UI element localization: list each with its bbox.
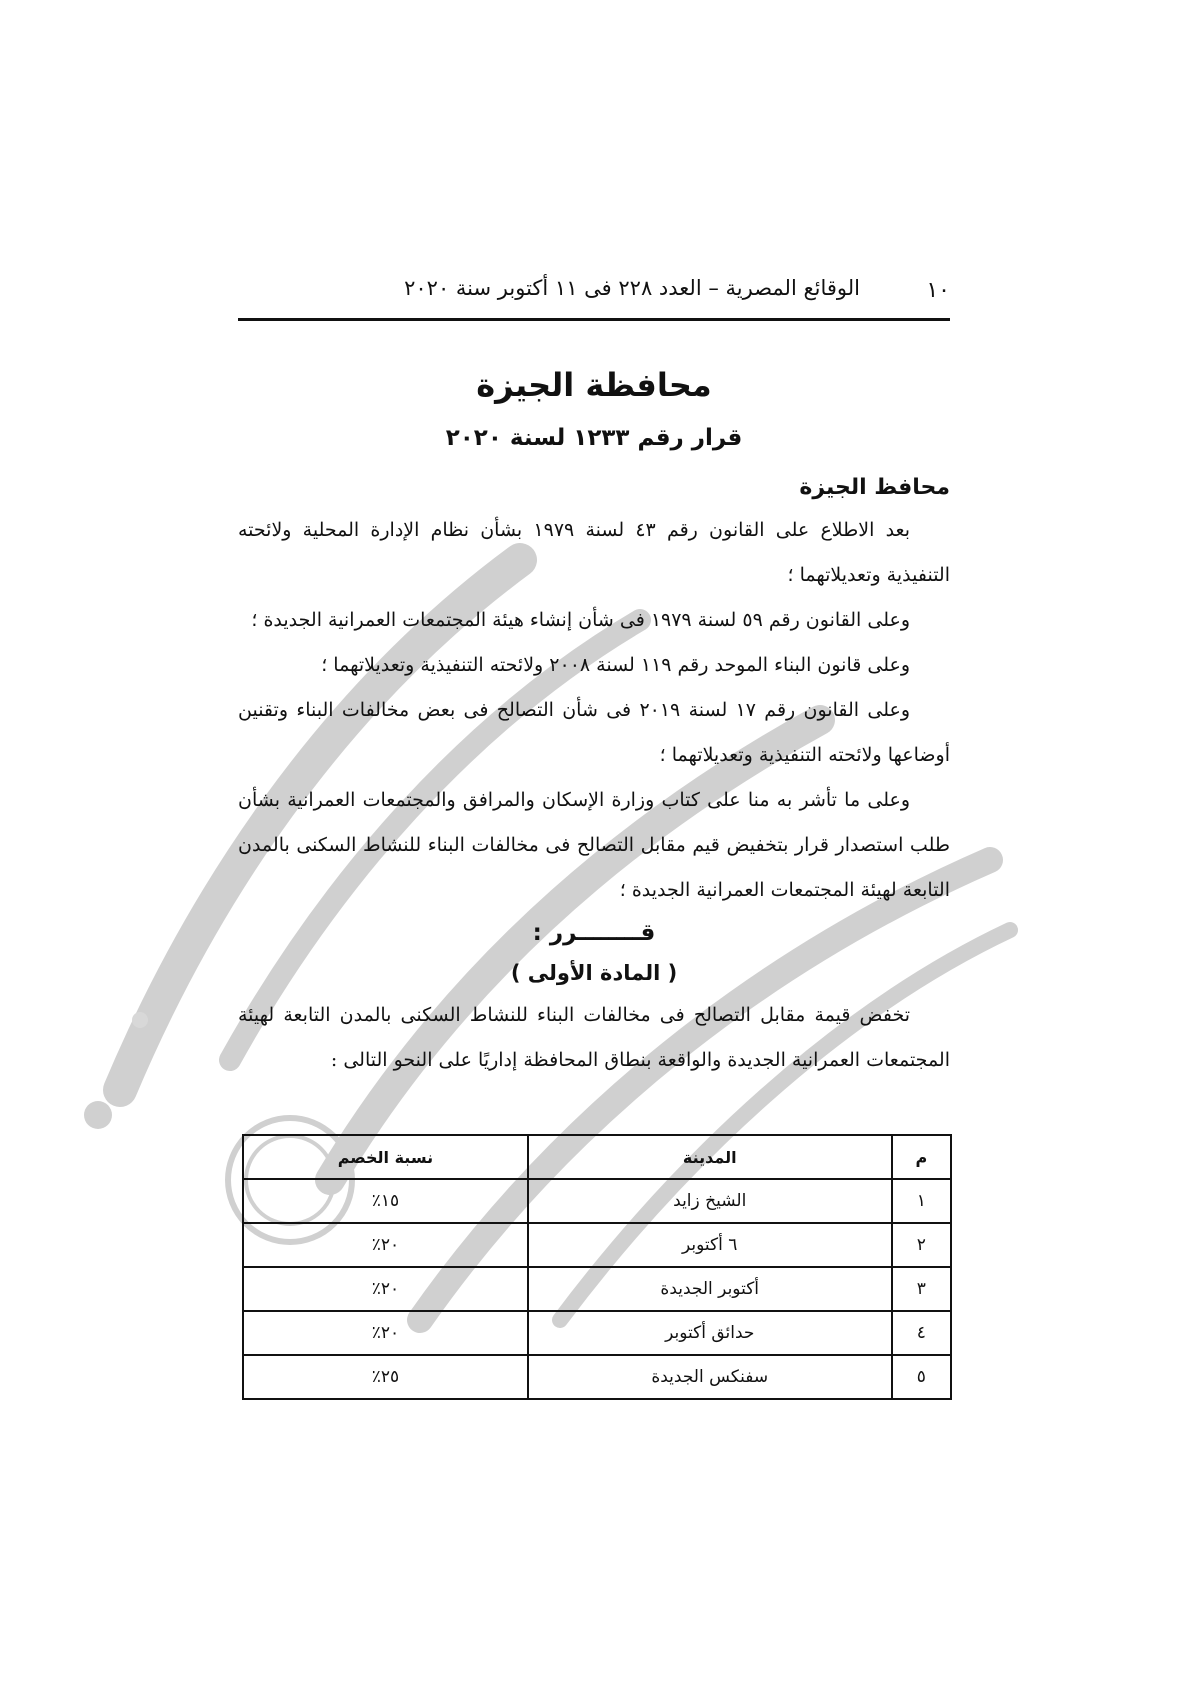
row-rate: ٢٠٪ bbox=[243, 1267, 528, 1311]
page-header bbox=[238, 268, 950, 321]
row-rate: ٢٠٪ bbox=[243, 1311, 528, 1355]
decree-title: قرار رقم ١٢٣٣ لسنة ٢٠٢٠ bbox=[445, 425, 743, 451]
decree-body bbox=[238, 360, 950, 1083]
header-rate: نسبة الخصم bbox=[243, 1135, 528, 1179]
header-index: م bbox=[892, 1135, 951, 1179]
row-index: ١ bbox=[892, 1179, 951, 1223]
decision-heading: قــــــــرر : bbox=[532, 920, 656, 946]
row-rate: ٢٠٪ bbox=[243, 1223, 528, 1267]
discount-table bbox=[242, 1134, 952, 1400]
table-row bbox=[243, 1355, 951, 1399]
preamble-paragraph: وعلى القانون رقم ٥٩ لسنة ١٩٧٩ فى شأن إنشاء هيئة المجتمعات العمرانية الجديدة ؛ bbox=[251, 609, 910, 631]
article-heading: ( المادة الأولى ) bbox=[510, 961, 678, 985]
table-row bbox=[243, 1267, 951, 1311]
row-city: حدائق أكتوبر bbox=[528, 1311, 892, 1355]
row-city: ٦ أكتوبر bbox=[528, 1223, 892, 1267]
table-row bbox=[243, 1311, 951, 1355]
preamble-paragraph: وعلى قانون البناء الموحد رقم ١١٩ لسنة ٢٠٠٨ ولائحته التنفيذية وتعديلاتهما ؛ bbox=[321, 654, 910, 676]
row-rate: ١٥٪ bbox=[243, 1179, 528, 1223]
row-index: ٥ bbox=[892, 1355, 951, 1399]
row-city: أكتوبر الجديدة bbox=[528, 1267, 892, 1311]
row-index: ٣ bbox=[892, 1267, 951, 1311]
row-city: الشيخ زايد bbox=[528, 1179, 892, 1223]
row-index: ٤ bbox=[892, 1311, 951, 1355]
preamble-paragraph: بعد الاطلاع على القانون رقم ٤٣ لسنة ١٩٧٩ بشأن نظام الإدارة المحلية ولائحته التنفيذية وتعديلاتهما ؛ bbox=[238, 519, 950, 586]
article-paragraph: تخفض قيمة مقابل التصالح فى مخالفات البناء للنشاط السكنى بالمدن التابعة لهيئة المجتمعات العمرانية الجديدة والواقعة بنطاق المحافظة إداريًا على النحو التالى : bbox=[238, 1004, 950, 1071]
row-index: ٢ bbox=[892, 1223, 951, 1267]
governorate-heading: محافظة الجيزة bbox=[476, 366, 712, 404]
table-row bbox=[243, 1179, 951, 1223]
row-city: سفنكس الجديدة bbox=[528, 1355, 892, 1399]
table-row bbox=[243, 1223, 951, 1267]
preamble-paragraph: وعلى القانون رقم ١٧ لسنة ٢٠١٩ فى شأن التصالح فى بعض مخالفات البناء وتقنين أوضاعها ولائحته التنفيذية وتعديلاتهما ؛ bbox=[238, 699, 950, 766]
preamble-paragraph: وعلى ما تأشر به منا على كتاب وزارة الإسكان والمرافق والمجتمعات العمرانية بشأن طلب استصدار قرار بتخفيض قيم مقابل التصالح فى مخالفات البناء للنشاط السكنى بالمدن التابعة لهيئة المجتمعات العمرانية الجديدة ؛ bbox=[238, 789, 950, 901]
header-city: المدينة bbox=[528, 1135, 892, 1179]
table-header-row bbox=[243, 1135, 951, 1179]
page-number: ١٠ bbox=[926, 278, 950, 303]
gazette-running-title: الوقائع المصرية – العدد ٢٢٨ فى ١١ أكتوبر سنة ٢٠٢٠ bbox=[404, 276, 860, 300]
row-rate: ٢٥٪ bbox=[243, 1355, 528, 1399]
issuer-heading: محافظ الجيزة bbox=[799, 475, 950, 500]
